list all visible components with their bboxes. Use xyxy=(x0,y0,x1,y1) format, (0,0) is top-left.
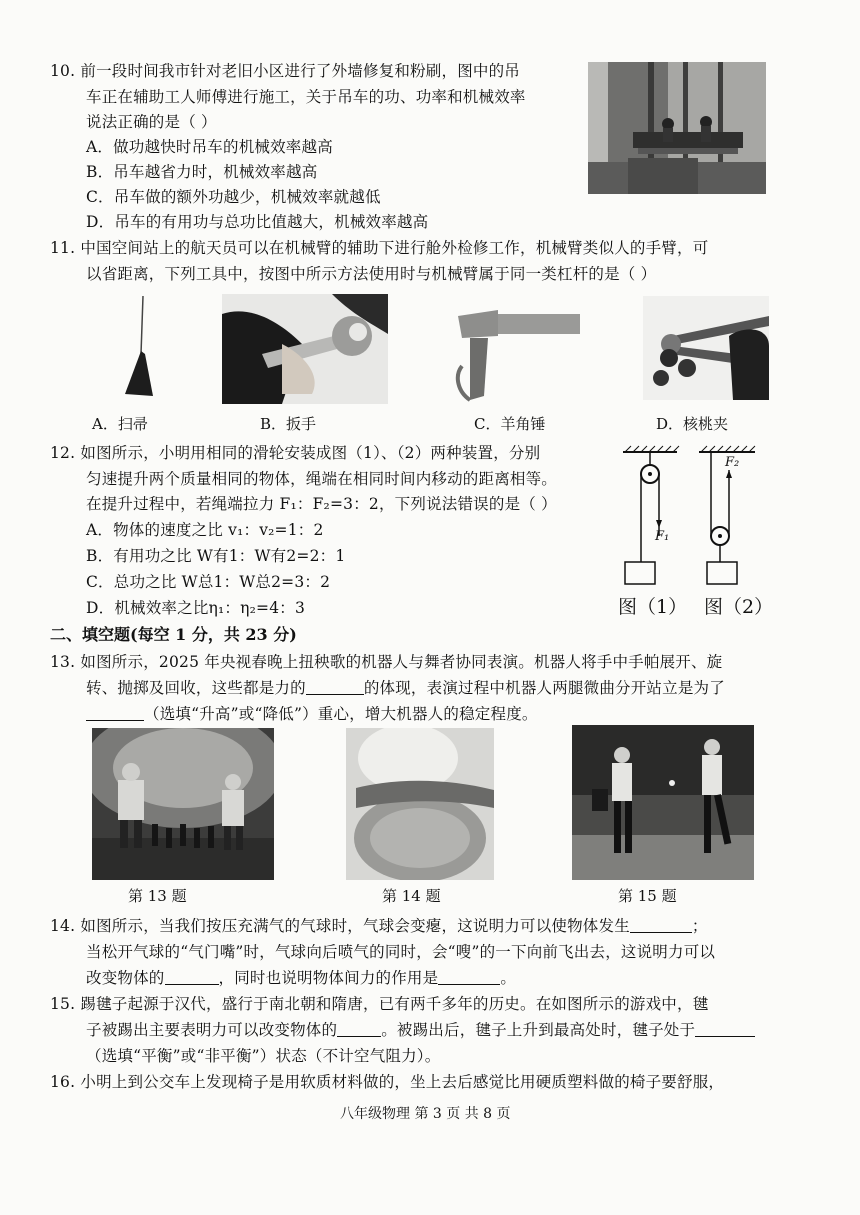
crane-photo xyxy=(588,62,766,194)
q12-option-c: C．总功之比 W总1：W总2=3：2 xyxy=(86,573,331,591)
q11-line1: 11. 中国空间站上的航天员可以在机械臂的辅助下进行舱外检修工作，机械臂类似人的手臂，可 xyxy=(50,239,709,257)
q13-line1: 13. 如图所示，2025 年央视春晚上扭秧歌的机器人与舞者协同表演。机器人将手中手帕展开、旋 xyxy=(50,653,723,671)
answer-blank[interactable] xyxy=(165,968,219,985)
q13-line2: 转、抛掷及回收，这些都是力的 的体现，表演过程中机器人两腿微曲分开站立是为了 xyxy=(86,679,725,697)
q14-line1: 14. 如图所示，当我们按压充满气的气球时，气球会变瘪，这说明力可以使物体发生 ； xyxy=(50,917,708,935)
section-heading: 二、填空题(每空 1 分，共 23 分) xyxy=(50,625,297,644)
q10-option-a: A．做功越快时吊车的机械效率越高 xyxy=(86,138,333,156)
answer-blank[interactable] xyxy=(86,704,144,721)
q15-line2: 子被踢出主要表明力可以改变物体的 。被踢出后，毽子上升到最高处时，毽子处于 xyxy=(86,1019,755,1041)
q10-option-d: D．吊车的有用功与总功比值越大，机械效率越高 xyxy=(86,213,429,231)
q10-option-b: B．吊车越省力时，机械效率越高 xyxy=(86,163,318,181)
fig-label-2: 图（2） xyxy=(704,596,774,618)
shuttlecock-photo xyxy=(572,725,754,880)
q13-line3: （选填“升高”或“降低”）重心，增大机器人的稳定程度。 xyxy=(86,703,538,725)
q12-option-a: A．物体的速度之比 v₁：v₂=1：2 xyxy=(86,521,324,539)
q10-line2: 车正在辅助工人师傅进行施工，关于吊车的功、功率和机械效率 xyxy=(86,88,526,106)
q12-line1: 12. 如图所示，小明用相同的滑轮安装成图（1）、（2）两种装置，分别 xyxy=(50,444,541,462)
q12-line3: 在提升过程中，若绳端拉力 F₁：F₂=3：2，下列说法错误的是（ ） xyxy=(86,495,557,513)
answer-blank[interactable] xyxy=(306,678,364,695)
q12-line2: 匀速提升两个质量相同的物体，绳端在相同时间内移动的距离相等。 xyxy=(86,470,558,488)
q11-line2: 以省距离，下列工具中，按图中所示方法使用时与机械臂属于同一类杠杆的是（ ） xyxy=(86,265,657,283)
answer-blank[interactable] xyxy=(438,968,500,985)
wrench-image xyxy=(222,294,388,404)
force-label-f2: F₂ xyxy=(725,455,740,470)
q10-option-c: C．吊车做的额外功越少，机械效率就越低 xyxy=(86,188,381,206)
q11-caption-b: B．扳手 xyxy=(260,415,317,433)
caption-q13: 第 13 题 xyxy=(128,887,187,905)
robot-dance-photo xyxy=(92,728,274,880)
q12-option-d: D．机械效率之比η₁：η₂=4：3 xyxy=(86,599,306,617)
q10-line1: 10. 前一段时间我市针对老旧小区进行了外墙修复和粉刷，图中的吊 xyxy=(50,62,521,80)
nutcracker-image xyxy=(643,296,769,400)
balloon-photo xyxy=(346,728,494,880)
fig-label-1: 图（1） xyxy=(618,596,688,618)
q14-line2: 当松开气球的“气门嘴”时，气球向后喷气的同时，会“嗖”的一下向前飞出去，这说明力可以 xyxy=(86,943,716,961)
answer-blank[interactable] xyxy=(630,916,692,933)
force-label-f1: F₁ xyxy=(655,529,670,544)
q16-line1: 16. 小明上到公交车上发现椅子是用软质材料做的，坐上去后感觉比用硬质塑料做的椅子要舒服， xyxy=(50,1073,725,1091)
page-footer: 八年级物理 第 3 页 共 8 页 xyxy=(340,1106,511,1122)
q15-line3: （选填“平衡”或“非平衡”）状态（不计空气阻力）。 xyxy=(86,1047,441,1065)
caption-q14: 第 14 题 xyxy=(382,887,441,905)
caption-q15: 第 15 题 xyxy=(618,887,677,905)
pulley-diagram xyxy=(615,444,765,589)
q11-caption-d: D．核桃夹 xyxy=(656,415,729,433)
q14-line3: 改变物体的 ，同时也说明物体间力的作用是 。 xyxy=(86,969,517,987)
q11-caption-a: A．扫帚 xyxy=(92,415,148,433)
answer-blank[interactable] xyxy=(695,1020,755,1037)
answer-blank[interactable] xyxy=(337,1020,381,1037)
q15-line1: 15. 踢毽子起源于汉代，盛行于南北朝和隋唐，已有两千多年的历史。在如图所示的游戏中，毽 xyxy=(50,995,709,1013)
q11-caption-c: C．羊角锤 xyxy=(474,415,546,433)
q10-line3: 说法正确的是（ ） xyxy=(86,113,217,131)
hammer-image xyxy=(448,296,580,404)
q12-option-b: B．有用功之比 W有1：W有2=2：1 xyxy=(86,547,346,565)
broom-image xyxy=(105,296,165,400)
